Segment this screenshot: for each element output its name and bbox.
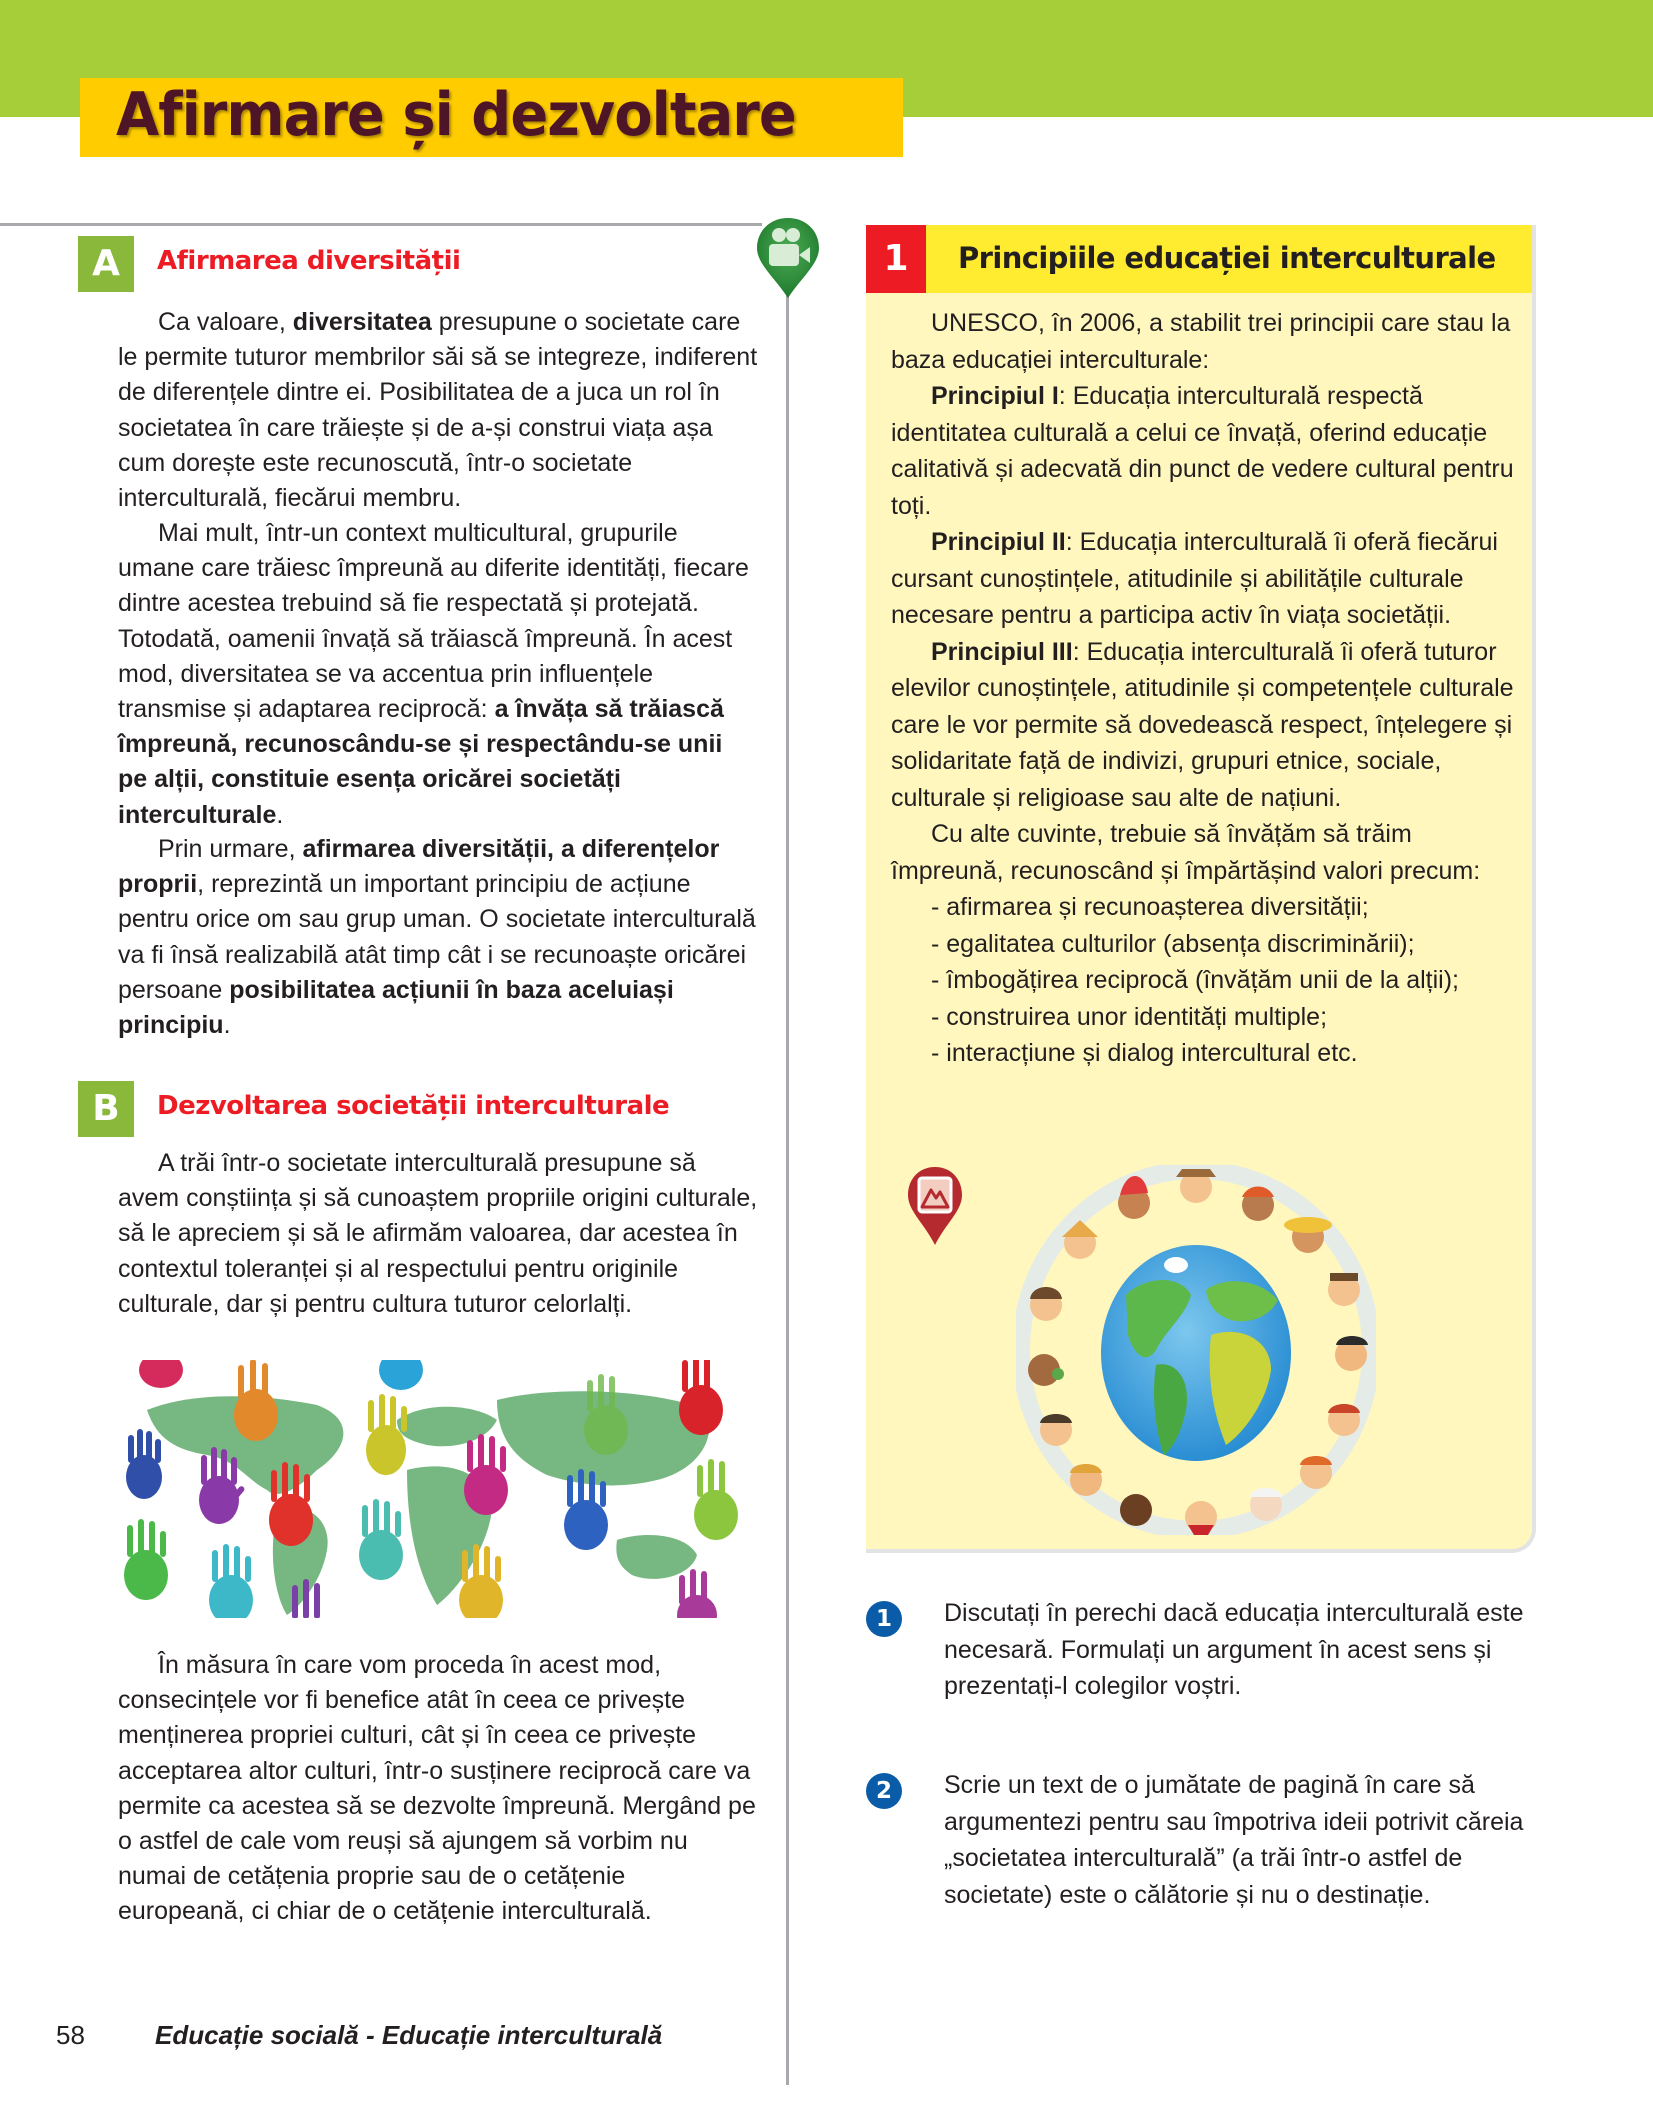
book-title: Educație socială - Educație interculturală [155,2020,663,2050]
principles-box [866,225,1536,1553]
principle-3-text: : Educația interculturală îi oferă tuturor elevilor cunoștințele, atitudinile și competențele culturale care le vor permite să dovedească respect, înțelegere și solidaritate față de indivizi, grupuri etnice, sociale, culturale și religioase sau alte de națiuni. [891,637,1514,812]
section-a-paragraph-2: Mai mult, într-un context multicultural, grupurile umane care trăiesc împreună au diferite identități, fiecare dintre acestea trebuind să fie respectată și protejată. Totodată, oamenii învață să trăiască împreună. În acest mod, diversitatea se va accentua prin influențele transmise și adaptarea reciprocă: a învăța să trăiască împreună, recunoscându-se și respectându-se unii pe alții, constituie esența oricărei societăți interculturale. [118,519,749,829]
principles-box-title: Principiile educației interculturale [958,241,1496,275]
question-2-text: Scrie un text de o jumătate de pagină în care să argumentezi pentru sau împotriva ideii potrivit căreia „societatea interculturală” (a trăi într-o astfel de societate) este o călătorie și nu o destinație. [944,1771,1524,1909]
section-b-badge: B [78,1081,134,1137]
section-a-paragraph-3: Prin urmare, afirmarea diversității, a diferențelor proprii, reprezintă un important principiu de acțiune pentru orice om sau grup uman. O societate interculturală va fi însă realizabilă atât timp cât i se recunoaște oricărei persoane posibilitatea acțiunii în baza aceluiași principiu. [118,835,756,1040]
page-title: Afirmare și dezvoltare [116,80,796,150]
question-1-badge: 1 [866,1601,902,1637]
value-item: - afirmarea și recunoașterea diversității; [931,893,1369,921]
principle-2-label: Principiul II [931,528,1066,556]
section-b-paragraph-1: A trăi într-o societate interculturală presupune să avem conștiința și să cunoaștem propriile origini culturale, să le apreciem și să le afirmăm valoarea, dar acestea în contextul toleranței și al respectului pentru originile culturale, dar și pentru cultura tuturor celorlalți. [118,1149,758,1318]
section-a-title: Afirmarea diversității [157,246,461,276]
section-a-paragraph-1: Ca valoare, diversitatea presupune o societate care le permite tuturor membrilor săi să se integreze, indiferent de diferențele dintre ei. Posibilitatea de a juca un rol în societatea în care trăiește și de a-și construi viața așa cum dorește este recunoscută, într-o societate interculturală, fiecărui membru. [118,308,758,513]
principles-box-number: 1 [866,225,926,293]
children-around-globe-image [1016,1165,1376,1535]
section-b-paragraph-2: În măsura în care vom proceda în acest mod, consecințele vor fi benefice atât în ceea ce privește menținerea propriei culturi, cât și în ceea ce privește acceptarea altor culturi, într-o susținere reciprocă care va permite ca acestea să se dezvolte împreună. Mergând pe o astfel de cale vom reuși să ajungem să vorbim nu numai de cetățenia proprie sau de o cetățenie europeană, ci chiar de o cetățenie interculturală. [118,1651,756,1926]
principle-1-label: Principiul I [931,382,1059,410]
principles-intro: UNESCO, în 2006, a stabilit trei principii care stau la baza educației interculturale: [891,309,1511,374]
question-1-text: Discutați în perechi dacă educația interculturală este necesară. Formulați un argument în acest sens și prezentați-l colegilor voștri. [944,1599,1524,1700]
question-2-badge: 2 [866,1773,902,1809]
section-b-title: Dezvoltarea societății interculturale [157,1091,670,1121]
principle-2-text: : Educația interculturală îi oferă fiecărui cursant cunoștințele, atitudinile și abilitățile culturale necesare pentru a participa activ în viața societății. [891,528,1498,629]
value-item: - interacțiune și dialog intercultural etc. [931,1039,1358,1067]
page-number: 58 [56,2020,85,2050]
column-divider [786,290,789,2085]
video-camera-icon[interactable] [755,216,821,300]
value-item: - egalitatea culturilor (absența discriminării); [931,929,1415,958]
value-item: - construirea unor identități multiple; [931,1002,1328,1031]
principle-1-text: : Educația interculturală respectă identitatea culturală a celui ce învață, oferind educație calitativă și adecvată din punct de vedere cultural pentru toți. [891,382,1514,520]
principle-3-label: Principiul III [931,637,1073,666]
principles-conclusion: Cu alte cuvinte, trebuie să învățăm să trăim împreună, recunoscând și împărtășind valori precum: [891,820,1481,885]
handprints-world-map-image [117,1360,747,1618]
top-divider [0,223,762,226]
section-a-badge: A [78,236,134,292]
value-item: - îmbogățirea reciprocă (învățăm unii de la alții); [931,966,1460,994]
title-banner [80,78,903,157]
principles-box-body [891,305,1531,1072]
image-gallery-icon[interactable] [906,1165,964,1247]
principles-box-header [866,225,1532,293]
